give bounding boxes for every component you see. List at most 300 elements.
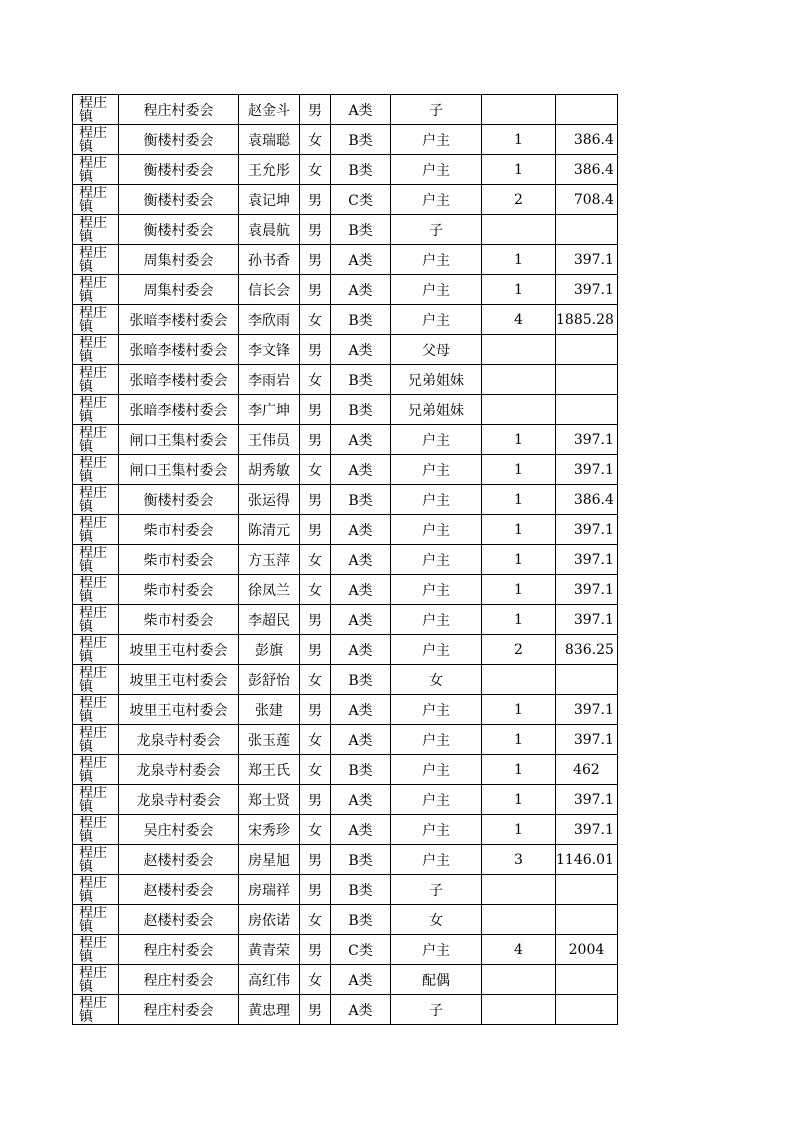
village-cell: 柴市村委会 [119,515,239,545]
relation-cell: 户主 [391,515,482,545]
town-label: 程庄镇 [79,606,107,634]
count-cell: 1 [482,695,556,725]
relation-cell: 子 [391,875,482,905]
amount-cell: 397.1 [556,275,618,305]
gender-cell: 男 [300,485,331,515]
town-cell [73,755,119,785]
village-cell: 张暗李楼村委会 [119,335,239,365]
amount-cell [556,395,618,425]
table-row [73,245,618,275]
count-cell [482,875,556,905]
category-cell: B类 [331,905,391,935]
amount-cell: 2004 [556,935,618,965]
gender-cell: 男 [300,935,331,965]
name-cell: 黄青荣 [239,935,300,965]
count-cell: 3 [482,845,556,875]
relation-cell: 户主 [391,125,482,155]
relation-cell: 户主 [391,605,482,635]
count-cell [482,95,556,125]
amount-cell: 386.4 [556,125,618,155]
gender-cell: 男 [300,875,331,905]
town-cell [73,575,119,605]
name-cell: 张运得 [239,485,300,515]
gender-cell: 女 [300,545,331,575]
amount-cell: 397.1 [556,695,618,725]
amount-cell: 397.1 [556,605,618,635]
village-cell: 周集村委会 [119,275,239,305]
gender-cell: 男 [300,635,331,665]
town-label: 程庄镇 [79,906,107,934]
table-row [73,485,618,515]
amount-cell [556,335,618,365]
beneficiary-table [72,94,618,1025]
relation-cell: 户主 [391,185,482,215]
category-cell: A类 [331,965,391,995]
table-row [73,905,618,935]
town-cell [73,395,119,425]
town-label: 程庄镇 [79,186,107,214]
gender-cell: 女 [300,965,331,995]
town-label: 程庄镇 [79,276,107,304]
town-cell [73,965,119,995]
gender-cell: 男 [300,995,331,1025]
village-cell: 柴市村委会 [119,575,239,605]
village-cell: 赵楼村委会 [119,875,239,905]
name-cell: 王伟员 [239,425,300,455]
town-cell [73,905,119,935]
relation-cell: 户主 [391,305,482,335]
gender-cell: 男 [300,185,331,215]
village-cell: 坡里王屯村委会 [119,635,239,665]
town-cell [73,245,119,275]
name-cell: 王允彤 [239,155,300,185]
town-label: 程庄镇 [79,396,107,424]
category-cell: A类 [331,275,391,305]
town-cell [73,785,119,815]
table-row [73,155,618,185]
name-cell: 彭旗 [239,635,300,665]
village-cell: 坡里王屯村委会 [119,695,239,725]
town-label: 程庄镇 [79,216,107,244]
count-cell: 1 [482,125,556,155]
village-cell: 闸口王集村委会 [119,425,239,455]
village-cell: 龙泉寺村委会 [119,785,239,815]
village-cell: 赵楼村委会 [119,905,239,935]
count-cell: 1 [482,245,556,275]
relation-cell: 户主 [391,575,482,605]
category-cell: A类 [331,785,391,815]
table-row [73,305,618,335]
village-cell: 程庄村委会 [119,935,239,965]
town-cell [73,995,119,1025]
count-cell: 1 [482,725,556,755]
name-cell: 李雨岩 [239,365,300,395]
town-label: 程庄镇 [79,666,107,694]
count-cell: 1 [482,605,556,635]
town-cell [73,935,119,965]
category-cell: A类 [331,335,391,365]
amount-cell: 397.1 [556,245,618,275]
gender-cell: 女 [300,155,331,185]
count-cell: 1 [482,455,556,485]
village-cell: 衡楼村委会 [119,125,239,155]
count-cell: 1 [482,155,556,185]
village-cell: 柴市村委会 [119,545,239,575]
table-row [73,875,618,905]
count-cell [482,335,556,365]
category-cell: A类 [331,815,391,845]
gender-cell: 男 [300,695,331,725]
count-cell: 1 [482,275,556,305]
table-row [73,665,618,695]
relation-cell: 户主 [391,275,482,305]
count-cell [482,665,556,695]
count-cell: 4 [482,305,556,335]
name-cell: 袁瑞聪 [239,125,300,155]
name-cell: 赵金斗 [239,95,300,125]
name-cell: 方玉萍 [239,545,300,575]
table-body [73,95,618,1025]
town-label: 程庄镇 [79,966,107,994]
name-cell: 袁记坤 [239,185,300,215]
town-label: 程庄镇 [79,336,107,364]
category-cell: A类 [331,245,391,275]
town-label: 程庄镇 [79,546,107,574]
count-cell: 1 [482,425,556,455]
gender-cell: 男 [300,605,331,635]
table-row [73,695,618,725]
amount-cell [556,995,618,1025]
name-cell: 房依诺 [239,905,300,935]
name-cell: 孙书香 [239,245,300,275]
village-cell: 赵楼村委会 [119,845,239,875]
village-cell: 柴市村委会 [119,605,239,635]
town-label: 程庄镇 [79,636,107,664]
town-label: 程庄镇 [79,816,107,844]
category-cell: B类 [331,395,391,425]
category-cell: A类 [331,455,391,485]
town-label: 程庄镇 [79,156,107,184]
category-cell: A类 [331,635,391,665]
relation-cell: 兄弟姐妹 [391,395,482,425]
amount-cell [556,365,618,395]
town-cell [73,485,119,515]
category-cell: A类 [331,545,391,575]
category-cell: A类 [331,575,391,605]
table-row [73,635,618,665]
amount-cell: 708.4 [556,185,618,215]
amount-cell: 386.4 [556,485,618,515]
gender-cell: 男 [300,395,331,425]
town-label: 程庄镇 [79,96,107,124]
town-cell [73,845,119,875]
relation-cell: 户主 [391,425,482,455]
relation-cell: 户主 [391,455,482,485]
amount-cell: 836.25 [556,635,618,665]
gender-cell: 女 [300,455,331,485]
count-cell [482,905,556,935]
table-row [73,755,618,785]
name-cell: 信长会 [239,275,300,305]
table-row [73,335,618,365]
amount-cell [556,905,618,935]
name-cell: 胡秀敏 [239,455,300,485]
town-label: 程庄镇 [79,576,107,604]
village-cell: 龙泉寺村委会 [119,755,239,785]
relation-cell: 户主 [391,155,482,185]
table-row [73,515,618,545]
count-cell [482,965,556,995]
count-cell: 1 [482,815,556,845]
name-cell: 黄忠理 [239,995,300,1025]
name-cell: 房瑞祥 [239,875,300,905]
table-row [73,815,618,845]
town-cell [73,335,119,365]
relation-cell: 女 [391,665,482,695]
town-cell [73,95,119,125]
table-row [73,725,618,755]
relation-cell: 子 [391,215,482,245]
town-label: 程庄镇 [79,726,107,754]
amount-cell: 397.1 [556,425,618,455]
town-cell [73,875,119,905]
amount-cell [556,965,618,995]
relation-cell: 户主 [391,785,482,815]
town-label: 程庄镇 [79,876,107,904]
amount-cell [556,665,618,695]
town-label: 程庄镇 [79,366,107,394]
village-cell: 衡楼村委会 [119,185,239,215]
category-cell: B类 [331,485,391,515]
amount-cell [556,95,618,125]
town-label: 程庄镇 [79,846,107,874]
village-cell: 张暗李楼村委会 [119,395,239,425]
town-label: 程庄镇 [79,996,107,1024]
count-cell: 1 [482,785,556,815]
relation-cell: 配偶 [391,965,482,995]
town-label: 程庄镇 [79,786,107,814]
count-cell: 1 [482,755,556,785]
category-cell: B类 [331,875,391,905]
count-cell: 1 [482,485,556,515]
category-cell: B类 [331,125,391,155]
town-cell [73,725,119,755]
relation-cell: 户主 [391,485,482,515]
town-label: 程庄镇 [79,696,107,724]
town-cell [73,125,119,155]
count-cell: 1 [482,545,556,575]
relation-cell: 户主 [391,725,482,755]
name-cell: 张建 [239,695,300,725]
gender-cell: 男 [300,245,331,275]
town-label: 程庄镇 [79,426,107,454]
gender-cell: 女 [300,125,331,155]
table-row [73,125,618,155]
town-cell [73,275,119,305]
gender-cell: 男 [300,335,331,365]
amount-cell [556,875,618,905]
table-row [73,935,618,965]
category-cell: A类 [331,95,391,125]
village-cell: 衡楼村委会 [119,155,239,185]
relation-cell: 户主 [391,755,482,785]
count-cell: 1 [482,515,556,545]
town-cell [73,455,119,485]
gender-cell: 女 [300,575,331,605]
category-cell: C类 [331,935,391,965]
relation-cell: 兄弟姐妹 [391,365,482,395]
village-cell: 衡楼村委会 [119,215,239,245]
category-cell: B类 [331,305,391,335]
name-cell: 郑王氏 [239,755,300,785]
table-row [73,605,618,635]
category-cell: B类 [331,155,391,185]
gender-cell: 女 [300,305,331,335]
amount-cell: 397.1 [556,785,618,815]
table-row [73,185,618,215]
count-cell: 2 [482,185,556,215]
gender-cell: 男 [300,845,331,875]
category-cell: A类 [331,725,391,755]
amount-cell: 397.1 [556,455,618,485]
village-cell: 坡里王屯村委会 [119,665,239,695]
amount-cell: 397.1 [556,575,618,605]
name-cell: 高红伟 [239,965,300,995]
gender-cell: 女 [300,755,331,785]
gender-cell: 女 [300,725,331,755]
amount-cell: 397.1 [556,545,618,575]
amount-cell: 386.4 [556,155,618,185]
count-cell [482,395,556,425]
village-cell: 龙泉寺村委会 [119,725,239,755]
name-cell: 房星旭 [239,845,300,875]
amount-cell: 397.1 [556,815,618,845]
amount-cell: 397.1 [556,515,618,545]
town-cell [73,215,119,245]
name-cell: 李广坤 [239,395,300,425]
name-cell: 李文锋 [239,335,300,365]
name-cell: 李超民 [239,605,300,635]
gender-cell: 男 [300,275,331,305]
gender-cell: 女 [300,665,331,695]
table-row [73,425,618,455]
table-row [73,455,618,485]
category-cell: B类 [331,665,391,695]
table-row [73,215,618,245]
relation-cell: 户主 [391,545,482,575]
town-label: 程庄镇 [79,756,107,784]
table-row [73,395,618,425]
village-cell: 程庄村委会 [119,95,239,125]
count-cell: 2 [482,635,556,665]
count-cell: 1 [482,575,556,605]
relation-cell: 父母 [391,335,482,365]
town-cell [73,305,119,335]
amount-cell: 397.1 [556,725,618,755]
town-cell [73,365,119,395]
gender-cell: 男 [300,785,331,815]
gender-cell: 女 [300,815,331,845]
village-cell: 张暗李楼村委会 [119,305,239,335]
name-cell: 彭舒怡 [239,665,300,695]
gender-cell: 男 [300,95,331,125]
gender-cell: 女 [300,905,331,935]
relation-cell: 子 [391,95,482,125]
table-row [73,575,618,605]
town-label: 程庄镇 [79,126,107,154]
table-row [73,785,618,815]
name-cell: 陈清元 [239,515,300,545]
table-row [73,545,618,575]
count-cell: 4 [482,935,556,965]
town-cell [73,185,119,215]
count-cell [482,215,556,245]
town-cell [73,815,119,845]
relation-cell: 女 [391,905,482,935]
name-cell: 宋秀珍 [239,815,300,845]
relation-cell: 户主 [391,935,482,965]
name-cell: 徐凤兰 [239,575,300,605]
category-cell: B类 [331,365,391,395]
town-cell [73,605,119,635]
table-row [73,95,618,125]
village-cell: 张暗李楼村委会 [119,365,239,395]
town-cell [73,635,119,665]
relation-cell: 户主 [391,245,482,275]
name-cell: 袁晨航 [239,215,300,245]
amount-cell: 1885.28 [556,305,618,335]
town-label: 程庄镇 [79,486,107,514]
category-cell: C类 [331,185,391,215]
town-cell [73,515,119,545]
town-cell [73,665,119,695]
name-cell: 李欣雨 [239,305,300,335]
category-cell: A类 [331,515,391,545]
table-row [73,965,618,995]
category-cell: A类 [331,605,391,635]
amount-cell: 462 [556,755,618,785]
count-cell [482,365,556,395]
count-cell [482,995,556,1025]
relation-cell: 户主 [391,695,482,725]
gender-cell: 男 [300,215,331,245]
category-cell: B类 [331,215,391,245]
village-cell: 程庄村委会 [119,965,239,995]
town-cell [73,545,119,575]
town-cell [73,695,119,725]
amount-cell [556,215,618,245]
town-label: 程庄镇 [79,516,107,544]
town-label: 程庄镇 [79,246,107,274]
category-cell: B类 [331,755,391,785]
table-row [73,995,618,1025]
table-row [73,275,618,305]
relation-cell: 户主 [391,635,482,665]
gender-cell: 男 [300,515,331,545]
village-cell: 衡楼村委会 [119,485,239,515]
gender-cell: 女 [300,365,331,395]
relation-cell: 户主 [391,815,482,845]
gender-cell: 男 [300,425,331,455]
category-cell: A类 [331,995,391,1025]
relation-cell: 子 [391,995,482,1025]
relation-cell: 户主 [391,845,482,875]
town-cell [73,425,119,455]
village-cell: 程庄村委会 [119,995,239,1025]
town-label: 程庄镇 [79,456,107,484]
village-cell: 闸口王集村委会 [119,455,239,485]
name-cell: 郑士贤 [239,785,300,815]
